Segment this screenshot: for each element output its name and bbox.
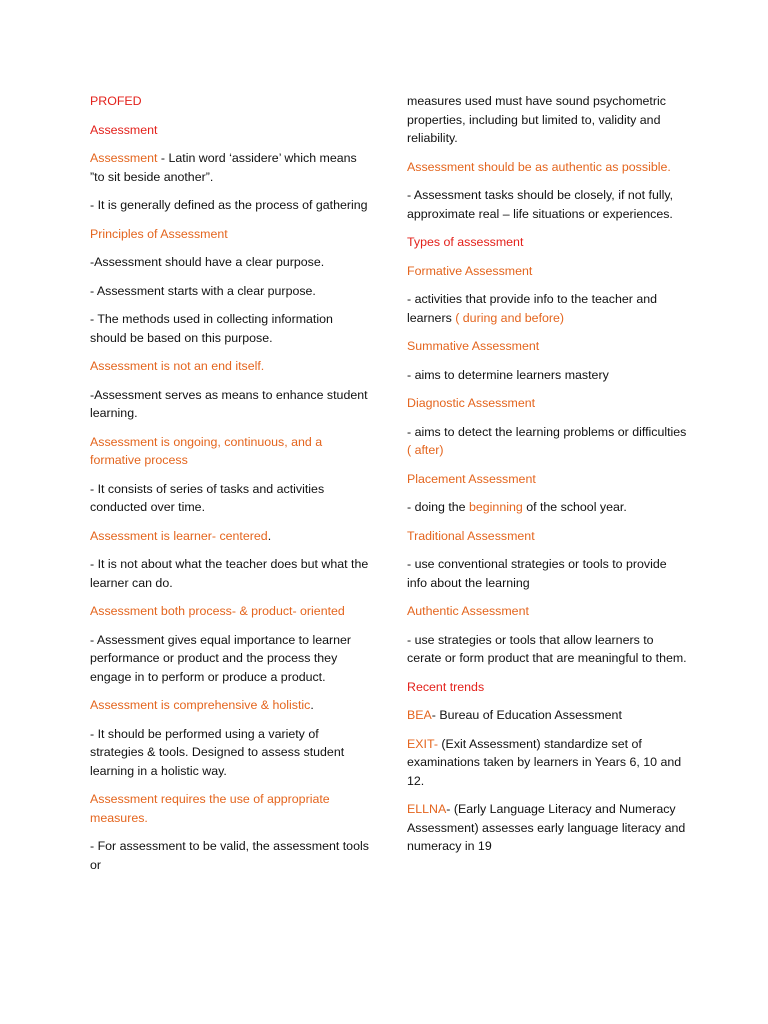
paragraph: [90, 196, 372, 215]
section-heading: [90, 433, 372, 470]
text-run: BEA: [407, 708, 432, 722]
paragraph: [407, 290, 687, 327]
paragraph: [90, 696, 372, 715]
text-run: - aims to detect the learning problems or difficulties: [407, 424, 687, 439]
text-run: - Assessment tasks should be closely, if not fully, approximate real – life situations or experiences.: [407, 188, 674, 221]
text-run: Assessment both process- & product- oriented: [90, 604, 345, 618]
section-heading: [407, 527, 687, 546]
paragraph: [407, 186, 687, 223]
text-run: - doing the: [407, 500, 469, 514]
paragraph: [90, 480, 372, 517]
section-heading: [90, 225, 372, 244]
paragraph: [407, 555, 687, 592]
section-heading: [90, 121, 372, 140]
text-run: - It is generally defined as the process of gathering: [90, 198, 368, 212]
paragraph: [407, 706, 687, 725]
text-run: - Assessment starts with a clear purpose.: [90, 283, 316, 298]
text-run: (Exit Assessment) standardize set of examinations taken by learners in Years 6, 10 and 12.: [407, 736, 682, 788]
text-run: measures used must have sound psychometric properties, including but limited to, validity and reliability.: [407, 94, 666, 145]
text-run: ELLNA: [407, 802, 447, 816]
section-heading: [90, 357, 372, 376]
paragraph: [90, 837, 372, 874]
text-run: Types of assessment: [407, 235, 524, 249]
text-run: ( after): [407, 443, 444, 457]
section-heading: [407, 470, 687, 489]
paragraph: [90, 310, 372, 347]
text-run: - It is not about what the teacher does but what the learner can do.: [90, 557, 369, 590]
text-run: Authentic Assessment: [407, 604, 529, 618]
text-run: -Assessment should have a clear purpose.: [90, 255, 325, 269]
section-heading: [90, 790, 372, 827]
text-run: Formative Assessment: [407, 263, 533, 278]
paragraph: [407, 92, 687, 148]
text-run: Assessment is ongoing, continuous, and a formative process: [90, 434, 323, 467]
text-run: Assessment: [90, 122, 158, 137]
paragraph: [407, 498, 687, 517]
paragraph: [90, 527, 372, 546]
section-heading: [407, 262, 687, 281]
text-run: Assessment requires the use of appropriate measures.: [90, 792, 330, 825]
text-run: - It should be performed using a variety of strategies & tools. Designed to assess student learning in a holistic way.: [90, 726, 345, 778]
text-run: Assessment: [90, 151, 158, 165]
text-run: Assessment is learner- centered: [90, 528, 268, 543]
paragraph: [90, 725, 372, 781]
text-run: -Assessment serves as means to enhance student learning.: [90, 387, 368, 420]
text-run: Principles of Assessment: [90, 226, 228, 241]
text-run: - Bureau of Education Assessment: [431, 708, 622, 722]
section-heading: [407, 602, 687, 621]
section-heading: [407, 394, 687, 413]
text-run: Diagnostic Assessment: [407, 396, 536, 410]
text-run: Recent trends: [407, 679, 485, 694]
text-run: Summative Assessment: [407, 339, 540, 353]
text-run: - Latin word ‘assidere’ which means ”to sit beside another”.: [90, 151, 357, 184]
text-run: EXIT-: [407, 736, 438, 751]
text-run: of the school year.: [522, 500, 627, 514]
text-run: - activities that provide info to the teacher and learners: [407, 292, 658, 325]
text-run: - The methods used in collecting information should be based on this purpose.: [90, 312, 333, 345]
text-run: - use conventional strategies or tools to provide info about the learning: [407, 557, 667, 590]
left-column: [90, 92, 372, 884]
section-heading: [407, 233, 687, 252]
paragraph: [407, 631, 687, 668]
paragraph: [90, 149, 372, 186]
text-run: Assessment is not an end itself.: [90, 359, 265, 373]
section-heading: [407, 337, 687, 356]
text-run: .: [267, 528, 272, 543]
paragraph: [90, 282, 372, 301]
text-run: - For assessment to be valid, the assessment tools or: [90, 839, 369, 872]
text-run: ( during and before): [455, 310, 565, 325]
text-run: - Assessment gives equal importance to learner performance or product and the process they engage in to perform or produce a product.: [90, 632, 352, 684]
section-heading: [90, 602, 372, 621]
paragraph: [90, 386, 372, 423]
paragraph: [407, 366, 687, 385]
paragraph: [407, 800, 687, 856]
paragraph: [90, 555, 372, 592]
section-heading: [407, 678, 687, 697]
text-run: Placement Assessment: [407, 471, 536, 486]
text-run: - (Early Language Literacy and Numeracy Assessment) assesses early language literacy and numeracy in 19: [407, 802, 686, 853]
right-column: [407, 92, 687, 866]
section-heading: [407, 158, 687, 177]
paragraph: [407, 735, 687, 791]
text-run: PROFED: [90, 94, 142, 108]
paragraph: [90, 631, 372, 687]
text-run: .: [310, 698, 314, 712]
text-run: - aims to determine learners mastery: [407, 367, 609, 382]
text-run: - use strategies or tools that allow learners to cerate or form product that are meaningful to them.: [407, 632, 687, 665]
paragraph: [407, 423, 687, 460]
section-heading: [90, 92, 372, 111]
text-run: Assessment should be as authentic as possible.: [407, 159, 671, 174]
text-run: - It consists of series of tasks and activities conducted over time.: [90, 481, 325, 514]
text-run: beginning: [469, 500, 523, 514]
text-run: Assessment is comprehensive & holistic: [90, 698, 311, 712]
paragraph: [90, 253, 372, 272]
text-run: Traditional Assessment: [407, 528, 535, 543]
